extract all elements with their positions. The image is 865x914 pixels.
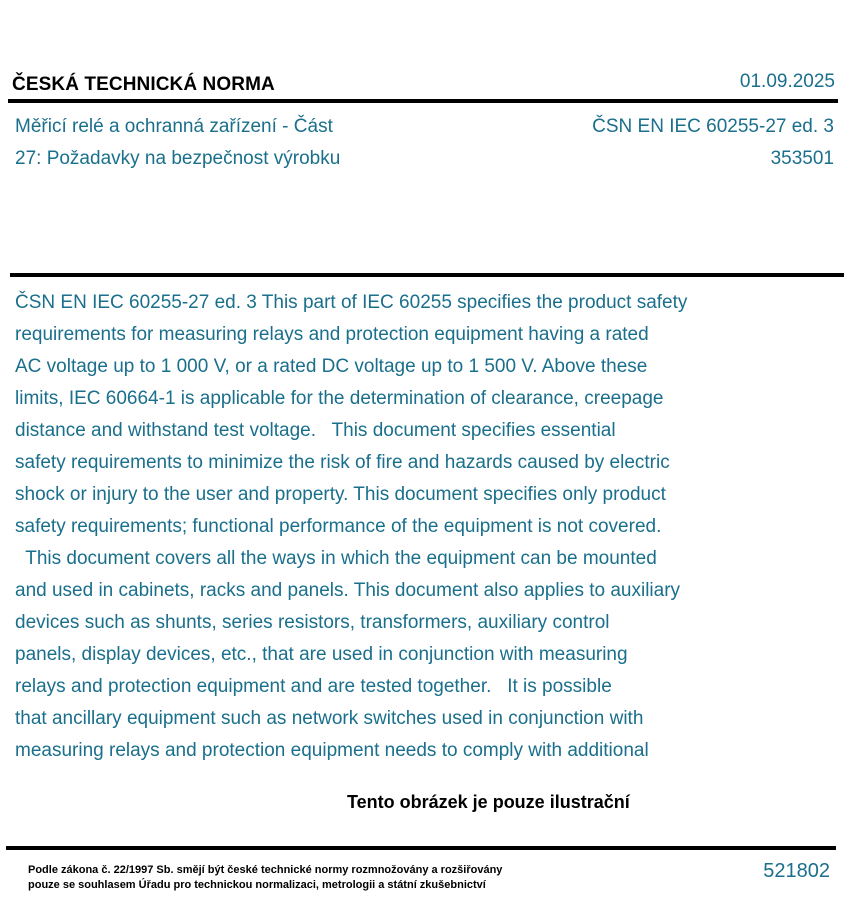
abstract-line: limits, IEC 60664-1 is applicable for the determination of clearance, creepage xyxy=(15,388,664,409)
abstract-line: and used in cabinets, racks and panels. This document also applies to auxiliary xyxy=(15,580,681,601)
abstract-line: shock or injury to the user and property. This document specifies only product xyxy=(15,484,666,505)
abstract-line: devices such as shunts, series resistors, transformers, auxiliary control xyxy=(15,612,610,633)
footer-divider xyxy=(6,846,836,850)
abstract-line: distance and withstand test voltage. This document specifies essential xyxy=(15,420,616,441)
copyright-notice-line-2: pouze se souhlasem Úřadu pro technickou normalizaci, metrologii a státní zkušebnictví xyxy=(28,879,486,891)
header-divider xyxy=(8,99,838,103)
abstract-line: measuring relays and protection equipment needs to comply with additional xyxy=(15,740,649,761)
abstract-line: relays and protection equipment and are tested together. It is possible xyxy=(15,676,612,697)
abstract-line: safety requirements to minimize the risk of fire and hazards caused by electric xyxy=(15,452,670,473)
abstract-line: requirements for measuring relays and protection equipment having a rated xyxy=(15,324,649,345)
standard-code: ČSN EN IEC 60255-27 ed. 3 xyxy=(592,116,834,137)
abstract-line: ČSN EN IEC 60255-27 ed. 3 This part of IEC 60255 specifies the product safety xyxy=(15,292,688,313)
document-header-title: ČESKÁ TECHNICKÁ NORMA xyxy=(12,74,275,95)
copyright-notice xyxy=(28,863,502,893)
abstract-line: safety requirements; functional performance of the equipment is not covered. xyxy=(15,516,662,537)
publication-date: 01.09.2025 xyxy=(739,71,835,92)
standard-title-line-1: Měřicí relé a ochranná zařízení - Část xyxy=(15,116,333,137)
abstract-line: AC voltage up to 1 000 V, or a rated DC voltage up to 1 500 V. Above these xyxy=(15,356,648,377)
abstract-line: panels, display devices, etc., that are used in conjunction with measuring xyxy=(15,644,628,665)
standard-title-line-2: 27: Požadavky na bezpečnost výrobku xyxy=(15,148,341,169)
catalog-id: 521802 xyxy=(763,860,830,882)
standard-number: 353501 xyxy=(770,148,834,169)
section-divider xyxy=(10,273,844,277)
abstract-line: This document covers all the ways in which the equipment can be mounted xyxy=(15,548,657,569)
copyright-notice-line-1: Podle zákona č. 22/1997 Sb. smějí být české technické normy rozmnožovány a rozšiřovány xyxy=(28,864,503,876)
abstract-text xyxy=(15,287,805,767)
abstract-line: that ancillary equipment such as network switches used in conjunction with xyxy=(15,708,644,729)
illustration-notice: Tento obrázek je pouze ilustrační xyxy=(347,792,630,812)
